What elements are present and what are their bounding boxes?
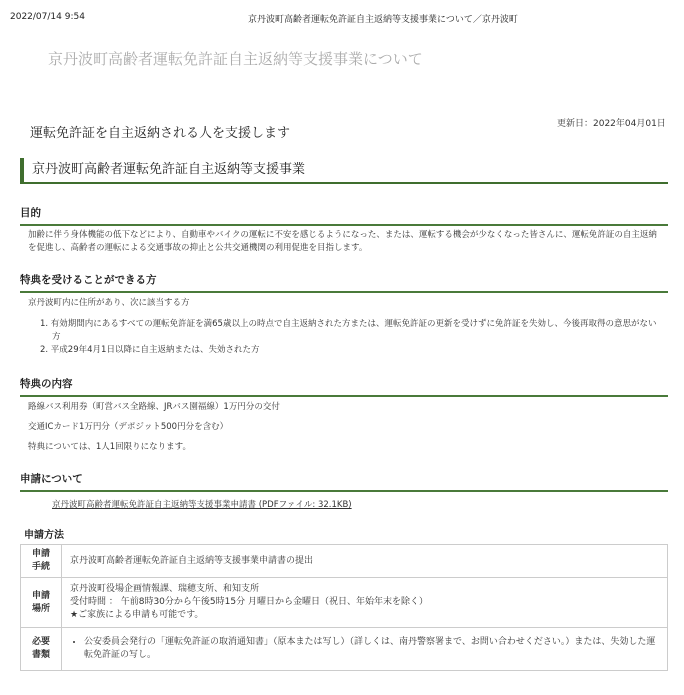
- eligible-list: [40, 318, 662, 357]
- row-label: 申請手続: [21, 545, 62, 578]
- page-title: 京丹波町高齢者運転免許証自主返納等支援事業について: [48, 50, 423, 68]
- section-title: 京丹波町高齢者運転免許証自主返納等支援事業: [20, 158, 668, 184]
- application-pdf-link[interactable]: 京丹波町高齢者運転免許証自主返納等支援事業申請書 (PDFファイル: 32.1KB): [52, 500, 352, 510]
- eligible-heading: 特典を受けることができる方: [20, 272, 668, 293]
- benefits-heading: 特典の内容: [20, 376, 668, 397]
- method-heading: 申請方法: [24, 530, 64, 541]
- family-note: ★ご家族による申請も可能です。: [70, 610, 204, 620]
- table-row: [21, 628, 668, 671]
- list-item: 2. 平成29年4月1日以降に自主返納または、失効された方: [40, 345, 260, 355]
- table-row: [21, 578, 668, 628]
- row-label: 申請場所: [21, 578, 62, 628]
- list-item: • 公安委員会発行の「運転免許証の取消通知書」（原本または写し）（詳しくは、南丹警察署まで、お問い合わせください。）または、失効した運転免許証の写し。: [84, 636, 659, 662]
- row-value: [62, 578, 668, 628]
- subtitle: 運転免許証を自主返納される人を支援します: [30, 126, 291, 141]
- application-heading: 申請について: [20, 471, 668, 492]
- list-item: 1. 有効期間内にあるすべての運転免許証を満65歳以上の時点で自主返納された方または、運転免許証の更新を受けずに免許証を失効し、今後再取得の意思がない方: [40, 319, 657, 342]
- row-value: [62, 628, 668, 671]
- purpose-heading: 目的: [20, 205, 668, 226]
- row-label: 必要書類: [21, 628, 62, 671]
- location-line: 京丹波町役場企画情報課、瑞穂支所、和知支所: [70, 584, 260, 594]
- benefit-item: 交通ICカード1万円分（デポジット500円分を含む）: [28, 422, 229, 432]
- print-page-title: 京丹波町高齢者運転免許証自主返納等支援事業について／京丹波町: [248, 15, 518, 25]
- updated-date: 更新日：2022年04月01日: [557, 119, 666, 129]
- benefit-item: 特典については、1人1回限りになります。: [28, 442, 191, 452]
- hours-line: 受付時間 ： 午前8時30分から午後5時15分 月曜日から金曜日（祝日、年始年末を除く）: [70, 597, 428, 607]
- eligible-intro: 京丹波町内に住所があり、次に該当する方: [28, 298, 190, 308]
- method-table: [20, 544, 668, 671]
- row-value: 京丹波町高齢者運転免許証自主返納等支援事業申請書の提出: [62, 545, 668, 578]
- benefit-item: 路線バス利用券（町営バス全路線、JRバス園福線）1万円分の交付: [28, 402, 280, 412]
- print-timestamp: 2022/07/14 9:54: [10, 12, 85, 22]
- purpose-text: 加齢に伴う身体機能の低下などにより、自動車やバイクの運転に不安を感じるようになった、または、運転する機会が少なくなった皆さんに、運転免許証の自主返納を促進し、高齢者の運転による交通事故の抑止と公共交通機関の利用促進を目指します。: [28, 230, 657, 253]
- table-row: [21, 545, 668, 578]
